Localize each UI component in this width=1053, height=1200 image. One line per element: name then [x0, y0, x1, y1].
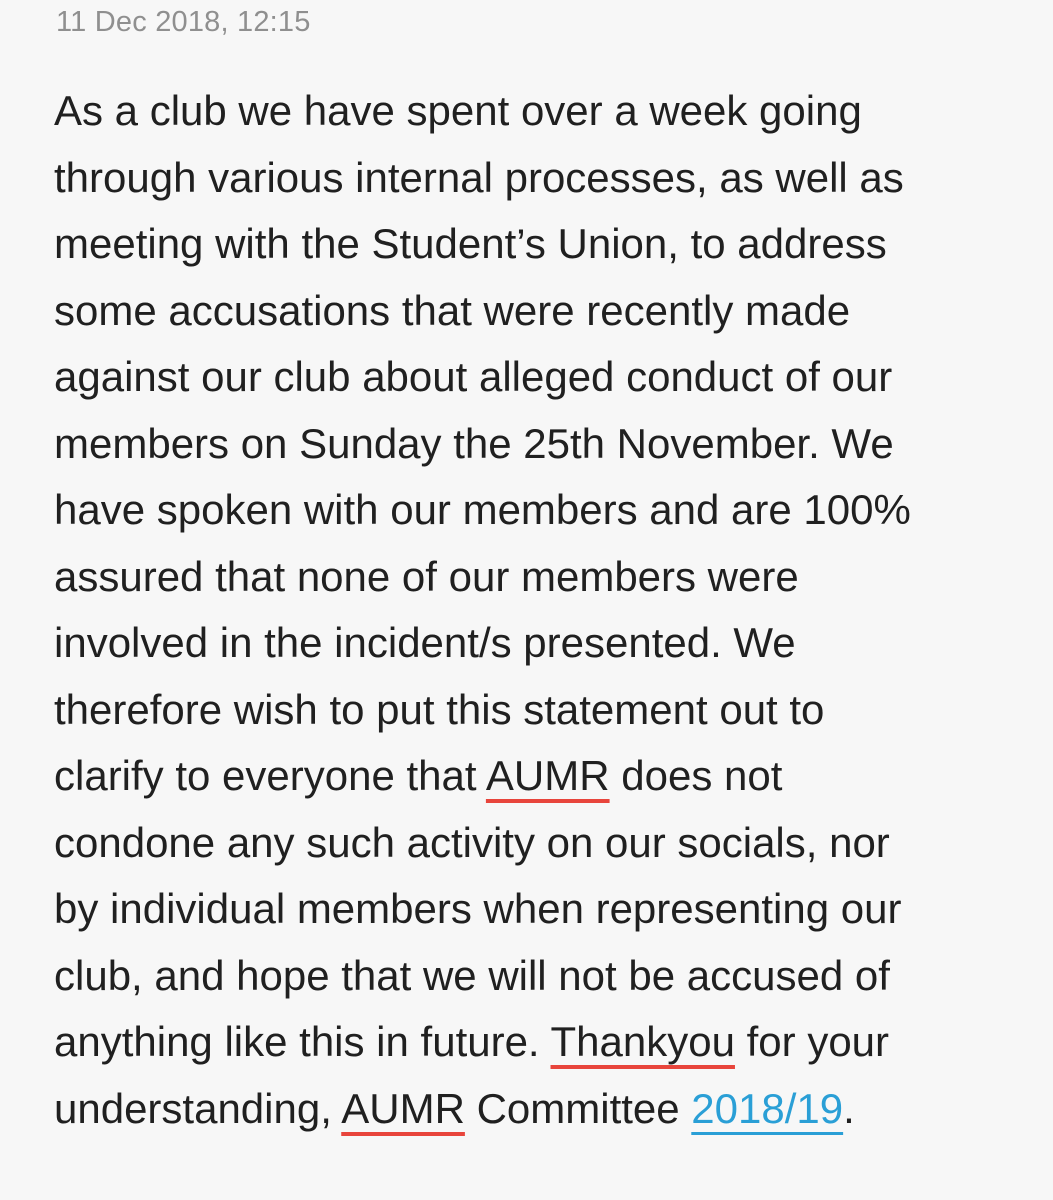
note-line: members on Sunday the 25th November. We — [54, 419, 894, 467]
text-segment: understanding, — [54, 1084, 342, 1132]
note-timestamp: 11 Dec 2018, 12:15 — [56, 6, 311, 38]
text-segment: clarify to everyone that — [54, 752, 486, 799]
note-line — [54, 1009, 1014, 1076]
note-line — [54, 743, 1014, 810]
note-line: club, and hope that we will not be accused of — [54, 951, 890, 999]
note-line — [54, 1076, 1014, 1143]
misspelled-word[interactable]: AUMR — [485, 752, 610, 799]
misspelled-word[interactable]: Thankyou — [550, 1018, 735, 1065]
note-line: by individual members when representing our — [54, 885, 902, 932]
note-body-text[interactable] — [54, 78, 1014, 1142]
note-line: some accusations that were recently made — [54, 286, 851, 334]
note-line: meeting with the Student’s Union, to address — [54, 220, 887, 267]
note-line: have spoken with our members and are 100% — [54, 486, 911, 533]
note-line: therefore wish to put this statement out to — [54, 685, 825, 733]
detected-link[interactable]: 2018/19 — [691, 1084, 844, 1132]
text-segment: . — [843, 1084, 855, 1132]
text-segment: for your — [734, 1018, 890, 1065]
note-line: assured that none of our members were — [54, 552, 799, 600]
misspelled-word[interactable]: AUMR — [341, 1084, 465, 1132]
text-segment: Committee — [464, 1084, 692, 1132]
note-line: involved in the incident/s presented. We — [54, 619, 796, 666]
note-line: condone any such activity on our socials, nor — [54, 818, 890, 866]
text-segment: does not — [609, 752, 783, 799]
text-segment: anything like this in future. — [54, 1018, 551, 1065]
note-line: through various internal processes, as well as — [54, 153, 904, 201]
note-line: against our club about alleged conduct of our — [54, 353, 893, 400]
note-line: As a club we have spent over a week going — [54, 87, 862, 134]
